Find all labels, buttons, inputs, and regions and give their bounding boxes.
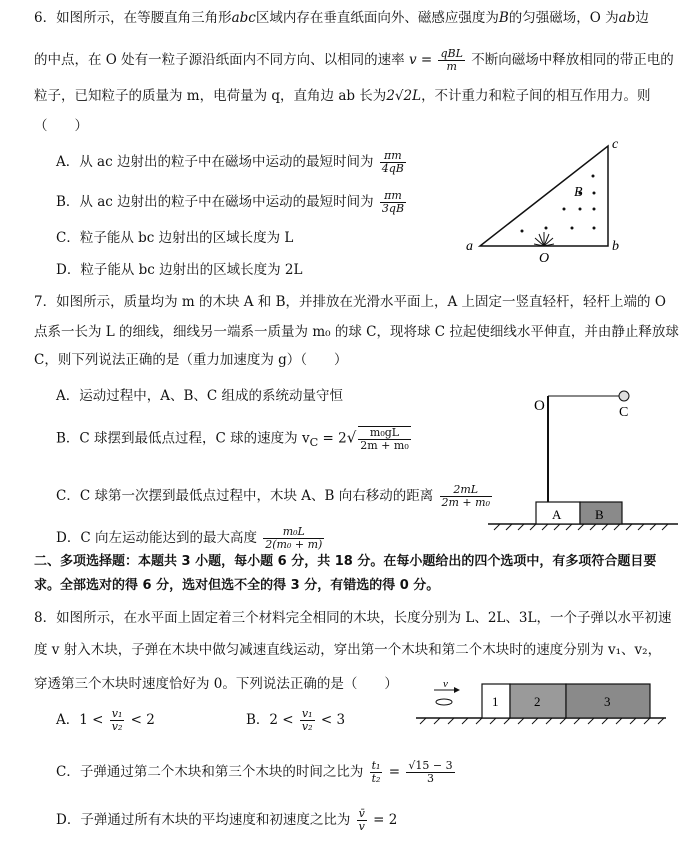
arrow-head	[454, 687, 460, 693]
section2-heading-line1: 二、多项选择题：本题共 3 小题，每小题 6 分，共 18 分。在每小题给出的四个选项中，有多项符合题目要	[34, 554, 657, 569]
q6-option-c: C．粒子能从 bc 边射出的区域长度为 L	[56, 230, 294, 246]
q6-line1: 6．如图所示，在等腰直角三角形abc区域内存在垂直纸面向外、磁感应强度为B的匀强磁场，O 为ab边	[34, 10, 649, 26]
q8-option-b: B．2 < $\frac{\text{v₁}}{\text{v₂}}$ < 3	[246, 707, 346, 733]
ground-hatch	[420, 718, 664, 724]
q7-option-a: A．运动过程中，A、B、C 组成的系统动量守恒	[56, 388, 344, 404]
section2-heading-line2: 求。全部选对的得 6 分，选对但选不全的得 3 分，有错选的得 0 分。	[34, 578, 440, 593]
label-1: 1	[492, 694, 499, 709]
q6-figure	[460, 136, 630, 264]
label-b: b	[612, 239, 619, 254]
label-a: a	[466, 239, 473, 254]
q6-option-a: A．从 ac 边射出的粒子中在磁场中运动的最短时间为 $\frac{\pi m}{4qB}$	[56, 149, 404, 175]
q8-figure	[410, 678, 680, 728]
q8-option-d: D．子弹通过所有木块的平均速度和初速度之比为 $\frac{v̄}{v}$ = 2	[56, 807, 398, 833]
q8-line3: 穿透第三个木块时速度恰好为 0。下列说法正确的是（ ）	[34, 676, 398, 692]
label-O: O	[534, 398, 545, 414]
q6-velocity-fraction: $\frac{\text{qBL}}{m}$	[440, 47, 463, 73]
q7-option-d: D．C 向左运动能达到的最大高度 $\frac{\text{m₀L}}{\text{2(m₀ + m)}}$	[56, 525, 323, 551]
q7-option-c: C．C 球第一次摆到最低点过程中，木块 A、B 向右移动的距离 $\frac{2mL}{\text{2m + m₀}}$	[56, 483, 490, 509]
label-C: C	[619, 405, 629, 420]
magnetic-field-dots	[521, 175, 596, 233]
particle-source-rays	[534, 232, 554, 246]
label-A: A	[552, 507, 562, 522]
label-3: 3	[604, 694, 611, 709]
q6-option-d: D．粒子能从 bc 边射出的区域长度为 2L	[56, 262, 303, 278]
q7-option-b: B．C 球摆到最低点过程，C 球的速度为 $v_C = 2√$ $\frac{\text{m₀gL}}{\text{2m + m₀}}$	[56, 426, 409, 452]
q8-option-a: A．1 < $\frac{\text{v₁}}{\text{v₂}}$ < 2	[56, 707, 155, 733]
label-c: c	[612, 137, 619, 152]
label-B: B	[595, 507, 604, 522]
triangle-abc	[480, 146, 608, 246]
ball-C	[619, 391, 629, 401]
q7-figure	[488, 384, 684, 536]
q6-option-b: B．从 ac 边射出的粒子中在磁场中运动的最短时间为 $\frac{\pi m}{3qB}$	[56, 189, 405, 215]
q8-line1: 8．如图所示，在水平面上固定着三个材料完全相同的木块，长度分别为 L、2L、3L，一个子弹以水平初速	[34, 610, 672, 626]
label-B: B	[574, 185, 583, 200]
q7-line1: 7．如图所示，质量均为 m 的木块 A 和 B，并排放在光滑水平面上，A 上固定一竖直轻杆，轻杆上端的 O	[34, 294, 666, 310]
label-2: 2	[534, 694, 541, 709]
q8-line2: 度 v 射入木块，子弹在木块中做匀减速直线运动，穿出第一个木块和第二个木块时的速度分别为 v₁、v₂，	[34, 642, 662, 658]
q6-line3: 粒子，已知粒子的质量为 m，电荷量为 q，直角边 ab 长为2√2L，不计重力和粒子间的相互作用力。则	[34, 88, 651, 104]
label-v: v	[443, 678, 448, 690]
q6-line2: 的中点，在 O 处有一粒子源沿纸面内不同方向、以相同的速率 v = $\frac{\text{qBL}}{m}$ 不断向磁场中释放相同的带正电的	[34, 47, 674, 73]
bullet	[436, 699, 452, 705]
q7-line3: C，则下列说法正确的是（重力加速度为 g）（ ）	[34, 352, 348, 368]
q7-line2: 点系一长为 L 的细线，细线另一端系一质量为 m₀ 的球 C，现将球 C 拉起使细线水平伸直，并由静止释放球	[34, 324, 679, 340]
ground-hatch	[494, 524, 668, 530]
label-O: O	[539, 251, 550, 264]
q8-option-c: C．子弹通过第二个木块和第三个木块的时间之比为 $\frac{\text{t₁}}{\text{t₂}}$ = $\frac{√15 - 3}{3}$	[56, 759, 453, 785]
q6-answer-paren: （ ）	[34, 118, 88, 134]
